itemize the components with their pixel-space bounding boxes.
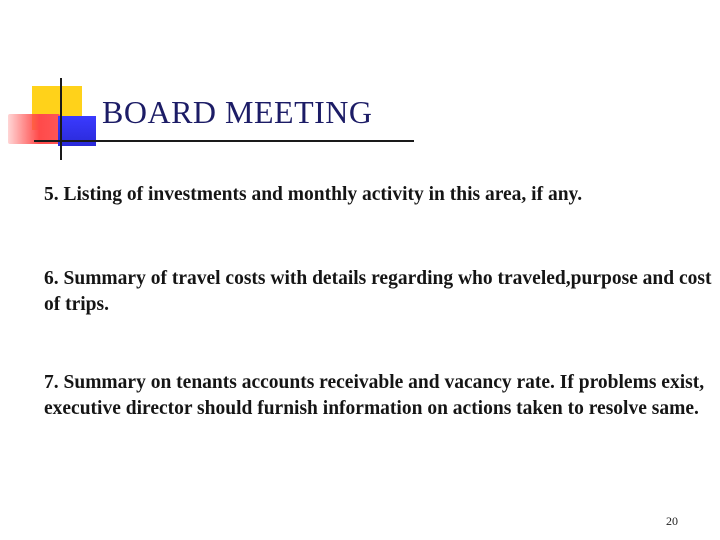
list-item-5: 5. Listing of investments and monthly activity in this area, if any. [44,184,583,205]
title-underline [34,140,414,142]
page-number: 20 [666,514,678,528]
slide-title: BOARD MEETING [102,94,373,130]
vertical-rule [60,78,62,160]
slide-logo-decoration [0,0,120,170]
list-item-6: 6. Summary of travel costs with details regarding who traveled,purpose and cost of trips. [44,268,712,315]
list-item-7: 7. Summary on tenants accounts receivable and vacancy rate. If problems exist, executive director should furnish information on actions taken to resolve same. [44,372,705,419]
